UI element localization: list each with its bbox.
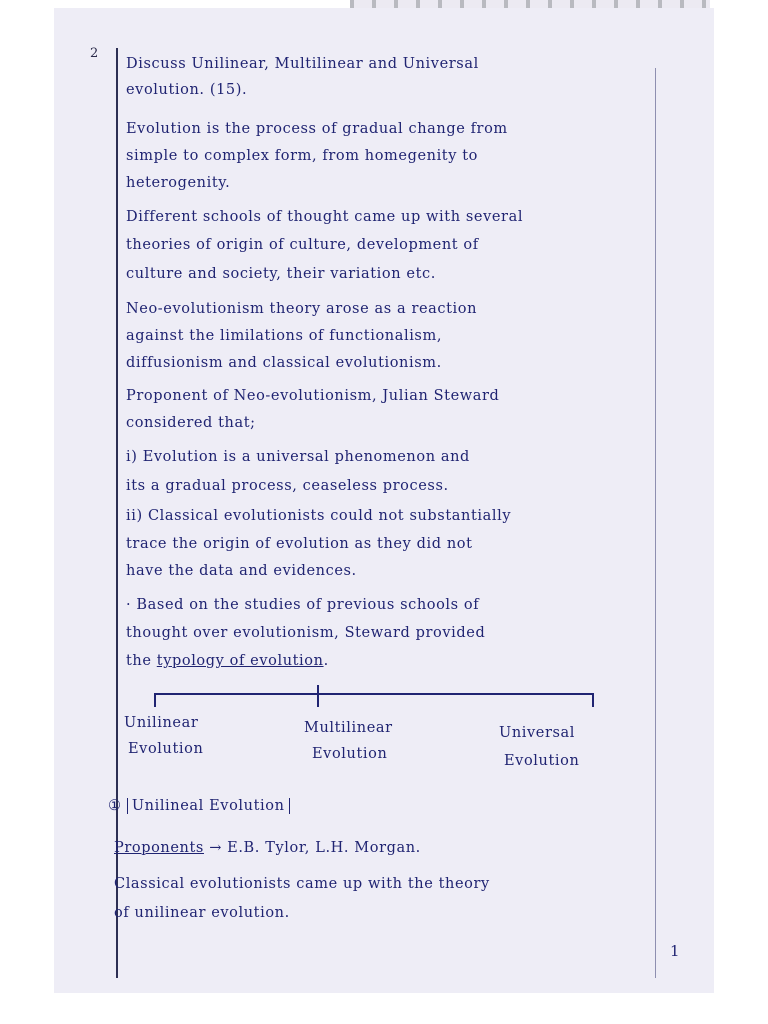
neo-line-2: against the limilations of functionalism, [126,328,443,344]
tree-horizontal-line [154,693,594,695]
point-2-line-3: have the data and evidences. [126,563,357,579]
question-line-2: evolution. (15). [126,82,248,98]
proponent-line-2: considered that; [126,415,256,431]
steward-line-1: · Based on the studies of previous schools of [126,597,480,613]
proponents-label: Proponents [114,840,204,856]
tree-branch-left [154,693,156,707]
universal-label-2: Evolution [504,753,580,769]
point-1-line-1: i) Evolution is a universal phenomenon and [126,449,470,465]
right-margin-line [655,68,656,978]
multilinear-label-1: Multilinear [304,720,393,736]
margin-line [116,48,118,978]
unilineal-evolution-heading: Unilineal Evolution [127,798,290,814]
steward-line-2: thought over evolutionism, Steward provided [126,625,486,641]
tree-branch-right [592,693,594,707]
proponents-names: E.B. Tylor, L.H. Morgan. [227,840,421,856]
steward-line-3 [126,653,651,669]
steward-line-3-prefix: the [126,653,157,669]
typology-of-evolution-text: typology of evolution [156,653,324,669]
schools-line-3: culture and society, their variation etc. [126,266,436,282]
steward-line-3-suffix: . [323,653,329,669]
question-line-1: Discuss Unilinear, Multilinear and Universal [126,56,479,72]
schools-line-1: Different schools of thought came up with several [126,209,524,225]
proponent-line-1: Proponent of Neo-evolutionism, Julian Steward [126,388,500,404]
intro-line-3: heterogenity. [126,175,231,191]
arrow-icon: → [209,840,222,856]
neo-line-1: Neo-evolutionism theory arose as a reaction [126,301,478,317]
question-number: 2 [90,46,99,61]
page-number: 1 [670,942,680,960]
notebook-page [54,8,714,993]
proponents-line [114,840,639,856]
classical-line-1: Classical evolutionists came up with the theory [114,876,490,892]
section-1-heading [108,798,633,814]
point-2-line-1: ii) Classical evolutionists could not substantially [126,508,512,524]
unilinear-label-1: Unilinear [124,715,199,731]
classical-line-2: of unilinear evolution. [114,905,290,921]
tree-branch-center [317,685,319,707]
point-2-line-2: trace the origin of evolution as they did not [126,536,473,552]
intro-line-1: Evolution is the process of gradual change from [126,121,508,137]
neo-line-3: diffusionism and classical evolutionism. [126,355,442,371]
point-1-line-2: its a gradual process, ceaseless process. [126,478,449,494]
section-1-number: ① [108,798,122,814]
schools-line-2: theories of origin of culture, development of [126,237,479,253]
intro-line-2: simple to complex form, from homegenity to [126,148,478,164]
typology-tree-connector [154,685,604,707]
multilinear-label-2: Evolution [312,746,388,762]
unilinear-label-2: Evolution [128,741,204,757]
universal-label-1: Universal [499,725,576,741]
